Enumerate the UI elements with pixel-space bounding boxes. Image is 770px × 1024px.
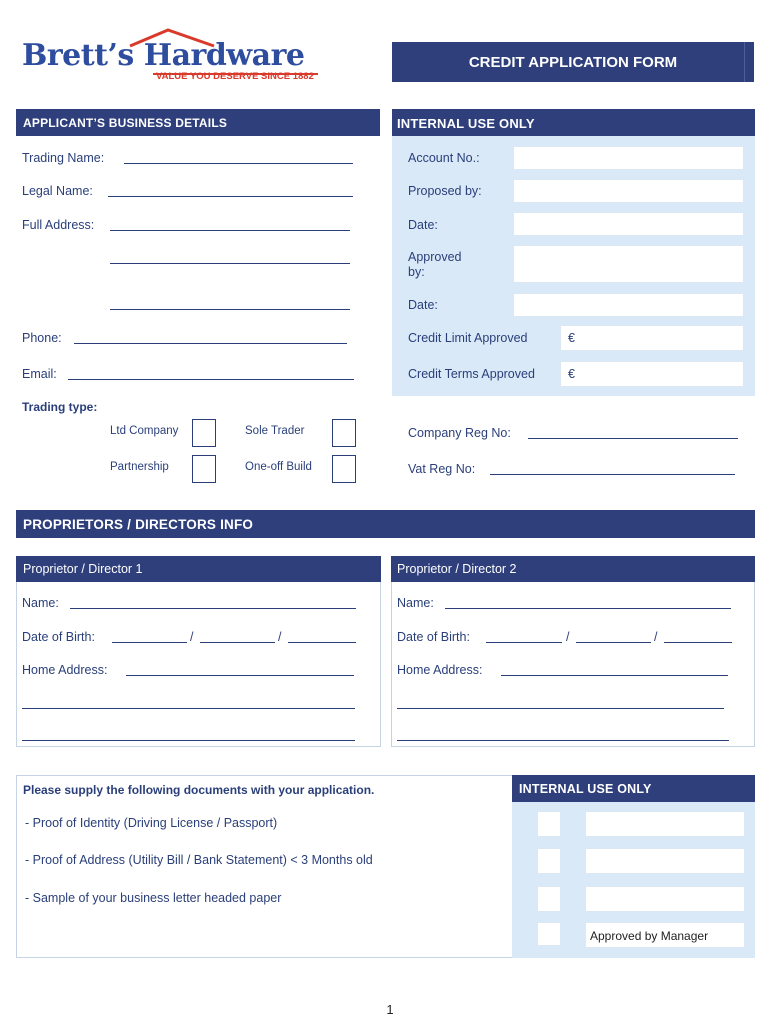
form-title-bar	[392, 42, 754, 82]
internal-header	[392, 109, 755, 136]
address-note-field[interactable]	[585, 848, 745, 874]
d1-home-address-label: Home Address:	[22, 663, 108, 677]
d2-dob-day[interactable]	[486, 642, 562, 643]
d1-dob-month[interactable]	[200, 642, 275, 643]
full-address-label: Full Address:	[22, 218, 95, 232]
vat-reg-field[interactable]	[490, 474, 735, 475]
identity-check-box[interactable]	[537, 811, 561, 837]
document-item-identity: - Proof of Identity (Driving License / Passport)	[25, 816, 278, 830]
d2-home-address-label: Home Address:	[397, 663, 483, 677]
credit-limit-label: Credit Limit Approved	[408, 331, 528, 345]
credit-terms-label: Credit Terms Approved	[408, 367, 535, 381]
sole-trader-checkbox[interactable]	[332, 419, 356, 447]
letterhead-check-box[interactable]	[537, 886, 561, 912]
one-off-build-checkbox[interactable]	[332, 455, 356, 483]
email-field[interactable]	[68, 379, 354, 380]
date-field-1[interactable]	[513, 212, 744, 236]
director-2-header	[391, 556, 755, 582]
d2-address-line-1[interactable]	[501, 675, 728, 676]
d2-address-line-2[interactable]	[397, 708, 724, 709]
proprietors-header	[16, 510, 755, 538]
applicant-header	[16, 109, 380, 136]
address-line-1[interactable]	[110, 230, 350, 231]
logo	[18, 26, 328, 86]
d2-dob-slash-2: /	[654, 630, 658, 644]
identity-note-field[interactable]	[585, 811, 745, 837]
letterhead-note-field[interactable]	[585, 886, 745, 912]
address-line-3[interactable]	[110, 309, 350, 310]
credit-limit-field[interactable]	[560, 325, 744, 351]
logo-tagline: VALUE YOU DESERVE SINCE 1882	[156, 71, 314, 82]
approved-by-field[interactable]	[513, 245, 744, 283]
vat-reg-label: Vat Reg No:	[408, 462, 476, 476]
date-label-2: Date:	[408, 298, 438, 312]
d2-dob-slash-1: /	[566, 630, 570, 644]
d1-address-line-3[interactable]	[22, 740, 355, 741]
d2-dob-label: Date of Birth:	[397, 630, 470, 644]
address-line-2[interactable]	[110, 263, 350, 264]
documents-intro: Please supply the following documents with your application.	[23, 783, 375, 797]
date-label-1: Date:	[408, 218, 438, 232]
ltd-company-label: Ltd Company	[110, 425, 179, 437]
d2-dob-year[interactable]	[664, 642, 732, 643]
document-item-address: - Proof of Address (Utility Bill / Bank Statement) < 3 Months old	[25, 853, 373, 867]
partnership-label: Partnership	[110, 461, 169, 473]
legal-name-label: Legal Name:	[22, 184, 93, 198]
sole-trader-label: Sole Trader	[245, 425, 305, 437]
director-1-header	[16, 556, 381, 582]
ltd-company-checkbox[interactable]	[192, 419, 216, 447]
company-reg-field[interactable]	[528, 438, 738, 439]
d2-dob-month[interactable]	[576, 642, 651, 643]
approved-by-label: Approved by:	[408, 250, 462, 279]
trading-type-label: Trading type:	[22, 400, 98, 414]
credit-terms-field[interactable]	[560, 361, 744, 387]
partnership-checkbox[interactable]	[192, 455, 216, 483]
euro-symbol: €	[568, 331, 575, 345]
phone-label: Phone:	[22, 331, 62, 345]
d1-name-label: Name:	[22, 596, 59, 610]
form-title: CREDIT APPLICATION FORM	[468, 54, 678, 71]
proposed-by-label: Proposed by:	[408, 184, 482, 198]
phone-field[interactable]	[74, 343, 347, 344]
email-label: Email:	[22, 367, 57, 381]
d1-dob-slash-2: /	[278, 630, 282, 644]
documents-internal-header-text: INTERNAL USE ONLY	[519, 782, 652, 796]
logo-brand: Brett’s Hardware	[22, 38, 305, 73]
d1-dob-label: Date of Birth:	[22, 630, 95, 644]
legal-name-field[interactable]	[108, 196, 353, 197]
manager-check-box[interactable]	[537, 922, 561, 946]
director-2-panel	[391, 556, 755, 747]
address-check-box[interactable]	[537, 848, 561, 874]
d1-dob-day[interactable]	[112, 642, 187, 643]
director-1-panel	[16, 556, 381, 747]
approved-by-manager-field[interactable]	[585, 922, 745, 948]
approved-by-manager-label: Approved by Manager	[590, 929, 709, 943]
director-1-header-text: Proprietor / Director 1	[23, 562, 143, 576]
d1-address-line-2[interactable]	[22, 708, 355, 709]
account-no-label: Account No.:	[408, 151, 480, 165]
d1-dob-slash-1: /	[190, 630, 194, 644]
d1-address-line-1[interactable]	[126, 675, 354, 676]
applicant-header-text: APPLICANT’S BUSINESS DETAILS	[23, 116, 228, 130]
d2-address-line-3[interactable]	[397, 740, 729, 741]
director-2-header-text: Proprietor / Director 2	[397, 562, 517, 576]
company-reg-label: Company Reg No:	[408, 426, 511, 440]
document-item-letterhead: - Sample of your business letter headed paper	[25, 891, 282, 905]
account-no-field[interactable]	[513, 146, 744, 170]
one-off-build-label: One-off Build	[245, 461, 312, 473]
trading-name-label: Trading Name:	[22, 151, 105, 165]
euro-symbol: €	[568, 367, 575, 381]
d2-name-field[interactable]	[445, 608, 731, 609]
documents-internal-header	[512, 775, 755, 802]
d1-name-field[interactable]	[70, 608, 356, 609]
d2-name-label: Name:	[397, 596, 434, 610]
date-field-2[interactable]	[513, 293, 744, 317]
proprietors-header-text: PROPRIETORS / DIRECTORS INFO	[23, 517, 254, 532]
d1-dob-year[interactable]	[288, 642, 356, 643]
trading-name-field[interactable]	[124, 163, 353, 164]
internal-header-text: INTERNAL USE ONLY	[397, 116, 535, 131]
proposed-by-field[interactable]	[513, 179, 744, 203]
page-number: 1	[386, 1002, 394, 1017]
